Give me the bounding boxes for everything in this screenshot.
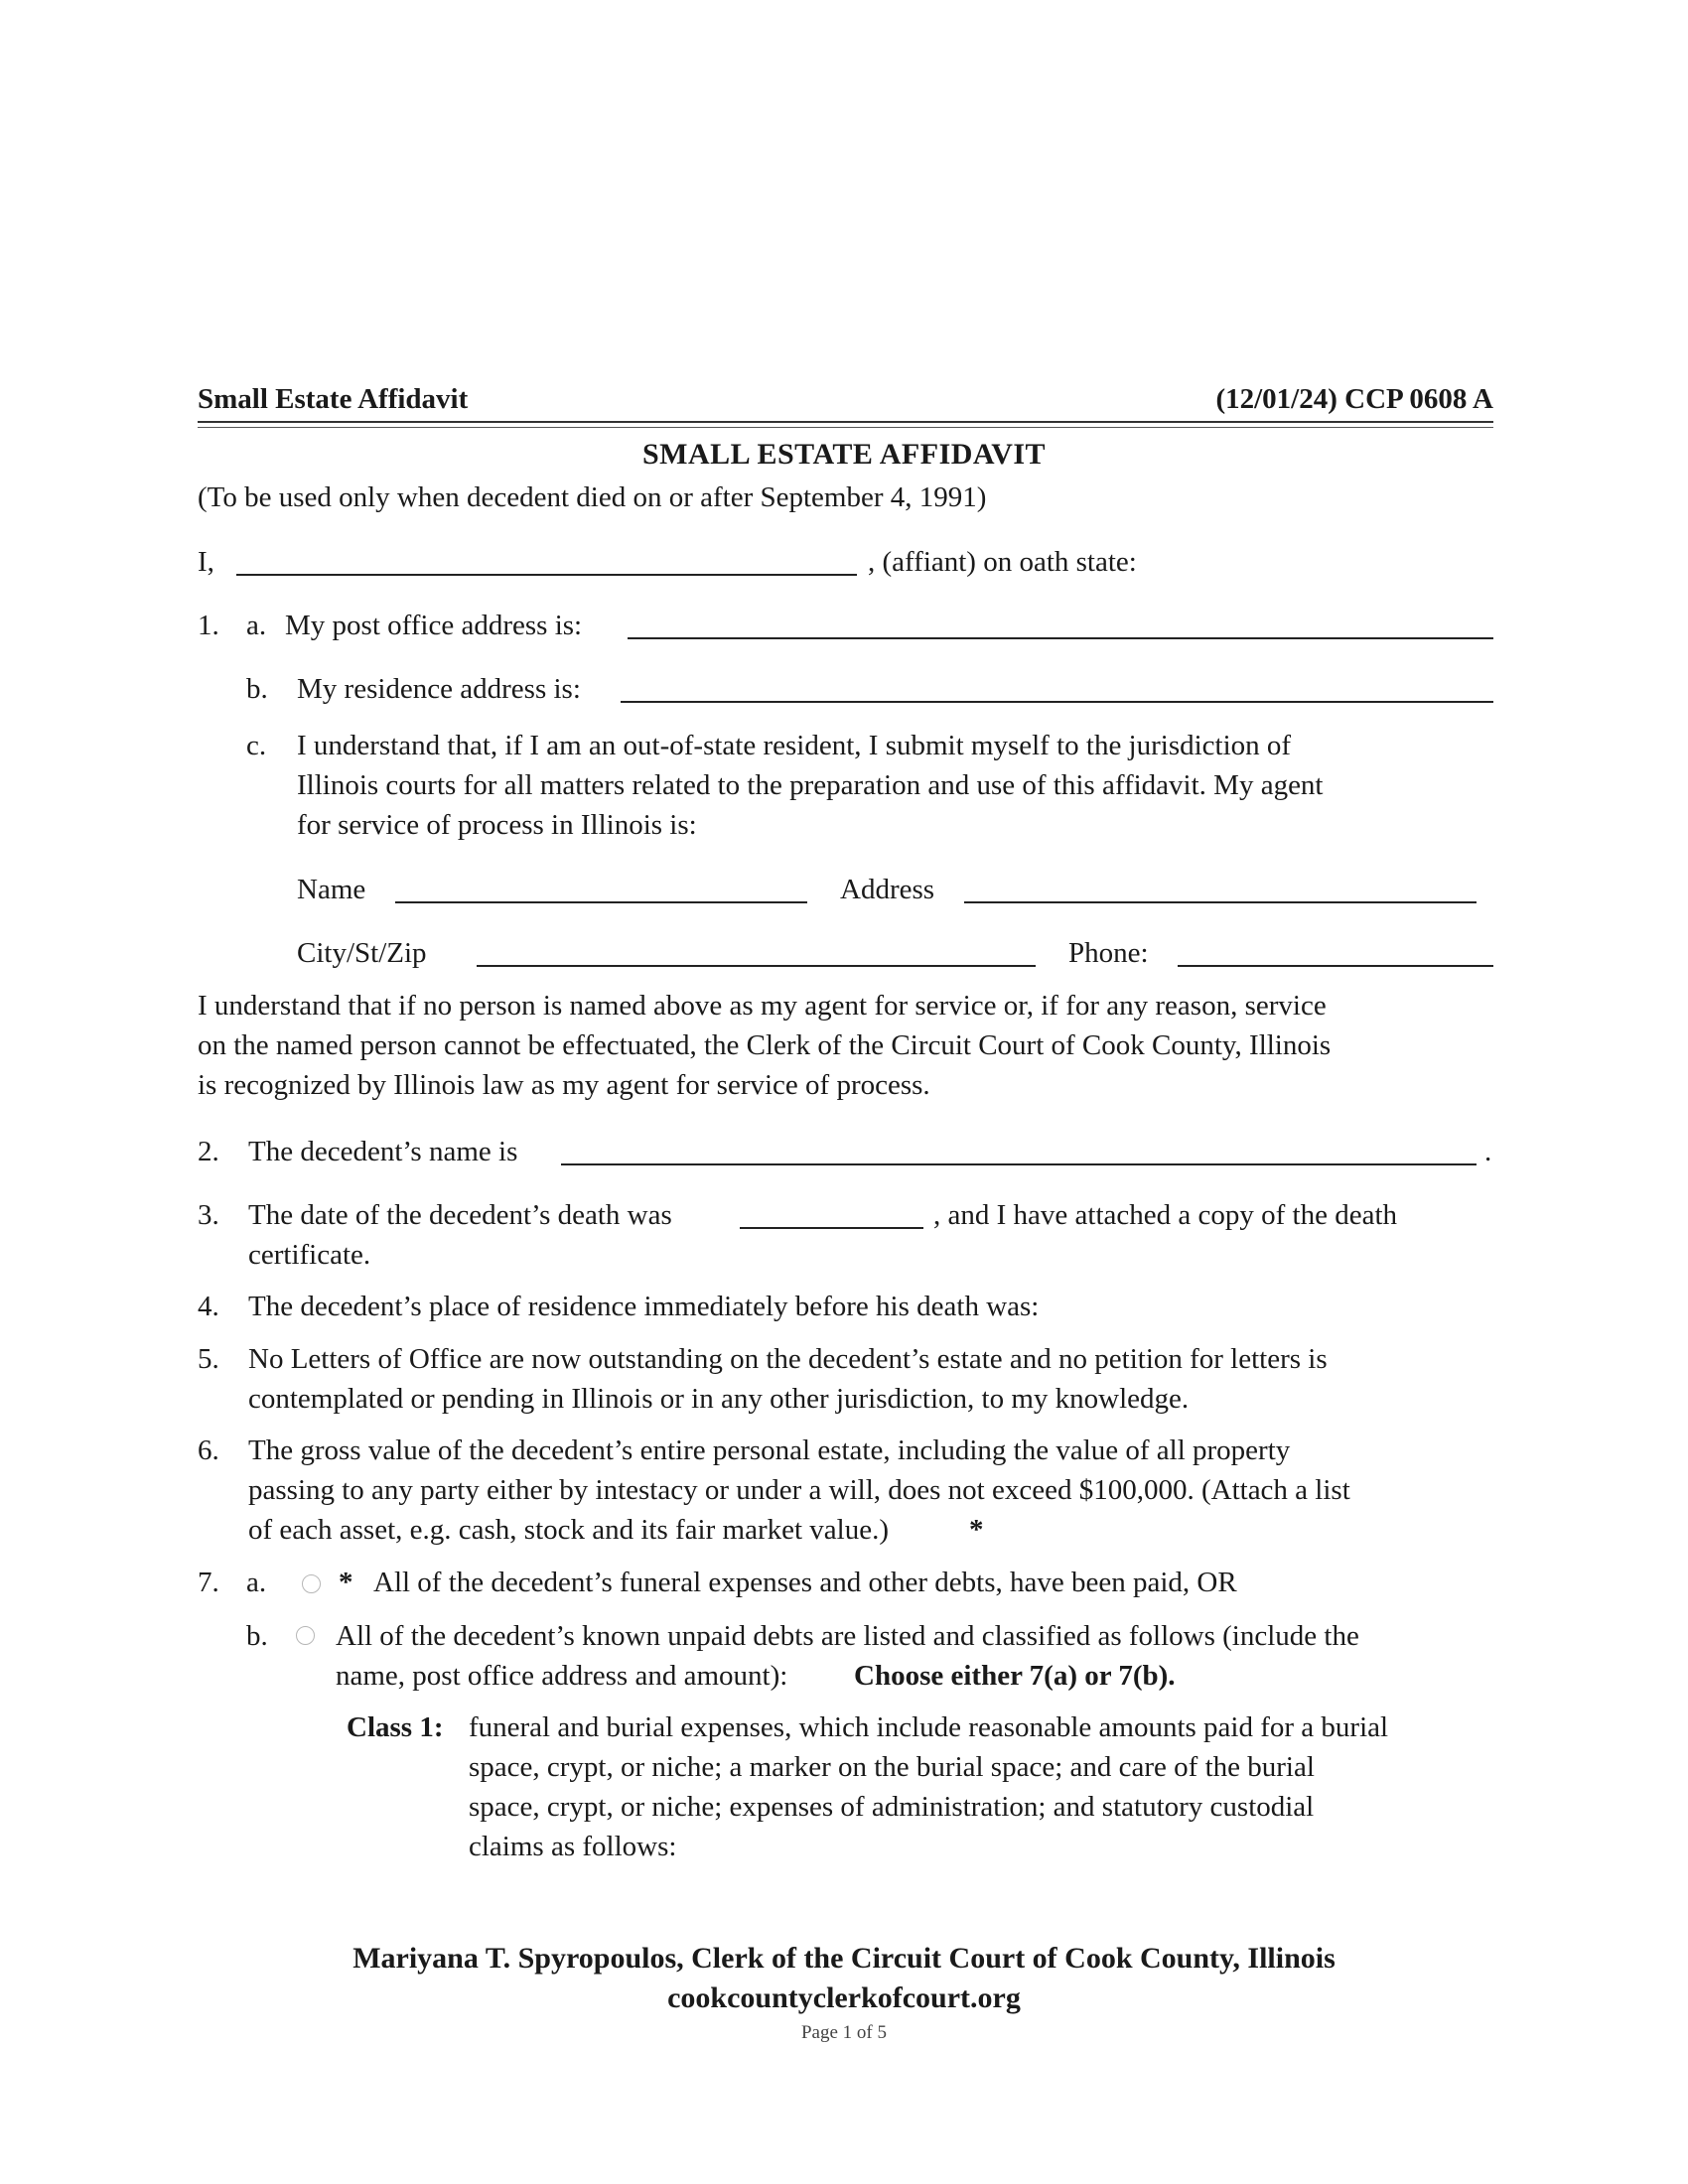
agent-address-label: Address: [840, 874, 935, 905]
page-title: SMALL ESTATE AFFIDAVIT: [641, 438, 1047, 471]
item7a-text: All of the decedent’s funeral expenses and other debts, have been paid, OR: [373, 1567, 1237, 1598]
item6-line-3: of each asset, e.g. cash, stock and its fair market value.): [248, 1514, 889, 1546]
item5-line-1: No Letters of Office are now outstanding on the decedent’s estate and no petition for letters is: [248, 1343, 1328, 1375]
item7b-letter: b.: [246, 1620, 268, 1652]
agent-name-label: Name: [297, 874, 366, 905]
residence-before-death: The decedent’s place of residence immediately before his death was:: [248, 1291, 1040, 1322]
agent-phone-label: Phone:: [1068, 937, 1149, 969]
item1c-line-3: for service of process in Illinois is:: [297, 809, 697, 841]
choose-instruction: Choose either 7(a) or 7(b).: [854, 1660, 1176, 1692]
affiant-prefix: I,: [198, 546, 214, 578]
class1-line-2: space, crypt, or niche; a marker on the burial space; and care of the burial: [469, 1751, 1315, 1783]
footer-clerk: Mariyana T. Spyropoulos, Clerk of the Circuit Court of Cook County, Illinois: [352, 1942, 1336, 1975]
item1-number: 1.: [198, 610, 219, 641]
item7-number: 7.: [198, 1567, 219, 1598]
class1-line-3: space, crypt, or niche; expenses of administration; and statutory custodial: [469, 1791, 1315, 1823]
agent-name-field[interactable]: [395, 901, 807, 903]
affiant-name-field[interactable]: [236, 574, 857, 576]
item1c-line-1: I understand that, if I am an out-of-state resident, I submit myself to the jurisdiction of: [297, 730, 1292, 761]
item2-number: 2.: [198, 1136, 219, 1167]
death-date-line-2: certificate.: [248, 1239, 371, 1271]
form-name: Small Estate Affidavit: [198, 383, 469, 415]
agent-city-label: City/St/Zip: [297, 937, 427, 969]
class1-label: Class 1:: [347, 1711, 444, 1743]
death-date-field[interactable]: [740, 1227, 923, 1229]
item1c-letter: c.: [246, 730, 267, 761]
agent-paragraph-line-3: is recognized by Illinois law as my agent for service of process.: [198, 1069, 930, 1101]
death-date-label: The date of the decedent’s death was: [248, 1199, 672, 1231]
post-office-label: My post office address is:: [285, 610, 583, 641]
agent-address-field[interactable]: [964, 901, 1477, 903]
decedent-name-label: The decedent’s name is: [248, 1136, 518, 1167]
item1a-letter: a.: [246, 610, 267, 641]
item7b-line-1: All of the decedent’s known unpaid debts are listed and classified as follows (include the: [336, 1620, 1359, 1652]
death-date-after: , and I have attached a copy of the death: [933, 1199, 1398, 1231]
header-rule-thin: [198, 427, 1493, 428]
item6-line-2: passing to any party either by intestacy or under a will, does not exceed $100,000. (Attach a list: [248, 1474, 1350, 1506]
item6-asterisk: *: [969, 1514, 984, 1546]
residence-address-field[interactable]: [621, 701, 1493, 703]
item5-number: 5.: [198, 1343, 219, 1375]
item5-line-2: contemplated or pending in Illinois or in any other jurisdiction, to my knowledge.: [248, 1383, 1190, 1415]
footer-website[interactable]: cookcountyclerkofcourt.org: [667, 1981, 1021, 2014]
header-rule: [198, 421, 1493, 423]
post-office-address-field[interactable]: [628, 637, 1493, 639]
decedent-name-end: .: [1484, 1136, 1492, 1167]
item4-number: 4.: [198, 1291, 219, 1322]
residence-label: My residence address is:: [297, 673, 581, 705]
item1b-letter: b.: [246, 673, 268, 705]
form-code: (12/01/24) CCP 0608 A: [1215, 383, 1493, 415]
agent-phone-field[interactable]: [1178, 965, 1493, 967]
item7a-letter: a.: [246, 1567, 267, 1598]
item6-number: 6.: [198, 1434, 219, 1466]
decedent-name-field[interactable]: [561, 1163, 1477, 1165]
item7b-line-2: name, post office address and amount):: [336, 1660, 788, 1692]
item1c-line-2: Illinois courts for all matters related to the preparation and use of this affidavit. My agent: [297, 769, 1324, 801]
item3-number: 3.: [198, 1199, 219, 1231]
page-number: Page 1 of 5: [800, 2022, 887, 2043]
class1-line-4: claims as follows:: [469, 1831, 677, 1862]
item7a-asterisk: *: [339, 1567, 353, 1598]
agent-paragraph-line-1: I understand that if no person is named above as my agent for service or, if for any reason, service: [198, 990, 1327, 1022]
item6-line-1: The gross value of the decedent’s entire personal estate, including the value of all property: [248, 1434, 1291, 1466]
agent-paragraph-line-2: on the named person cannot be effectuated, the Clerk of the Circuit Court of Cook County, Illinois: [198, 1029, 1332, 1061]
agent-city-field[interactable]: [477, 965, 1036, 967]
affiant-suffix: , (affiant) on oath state:: [868, 546, 1137, 578]
subtitle: (To be used only when decedent died on or after September 4, 1991): [198, 481, 987, 513]
option-7a-radio[interactable]: [302, 1574, 321, 1593]
class1-line-1: funeral and burial expenses, which include reasonable amounts paid for a burial: [469, 1711, 1389, 1743]
option-7b-radio[interactable]: [296, 1626, 315, 1645]
